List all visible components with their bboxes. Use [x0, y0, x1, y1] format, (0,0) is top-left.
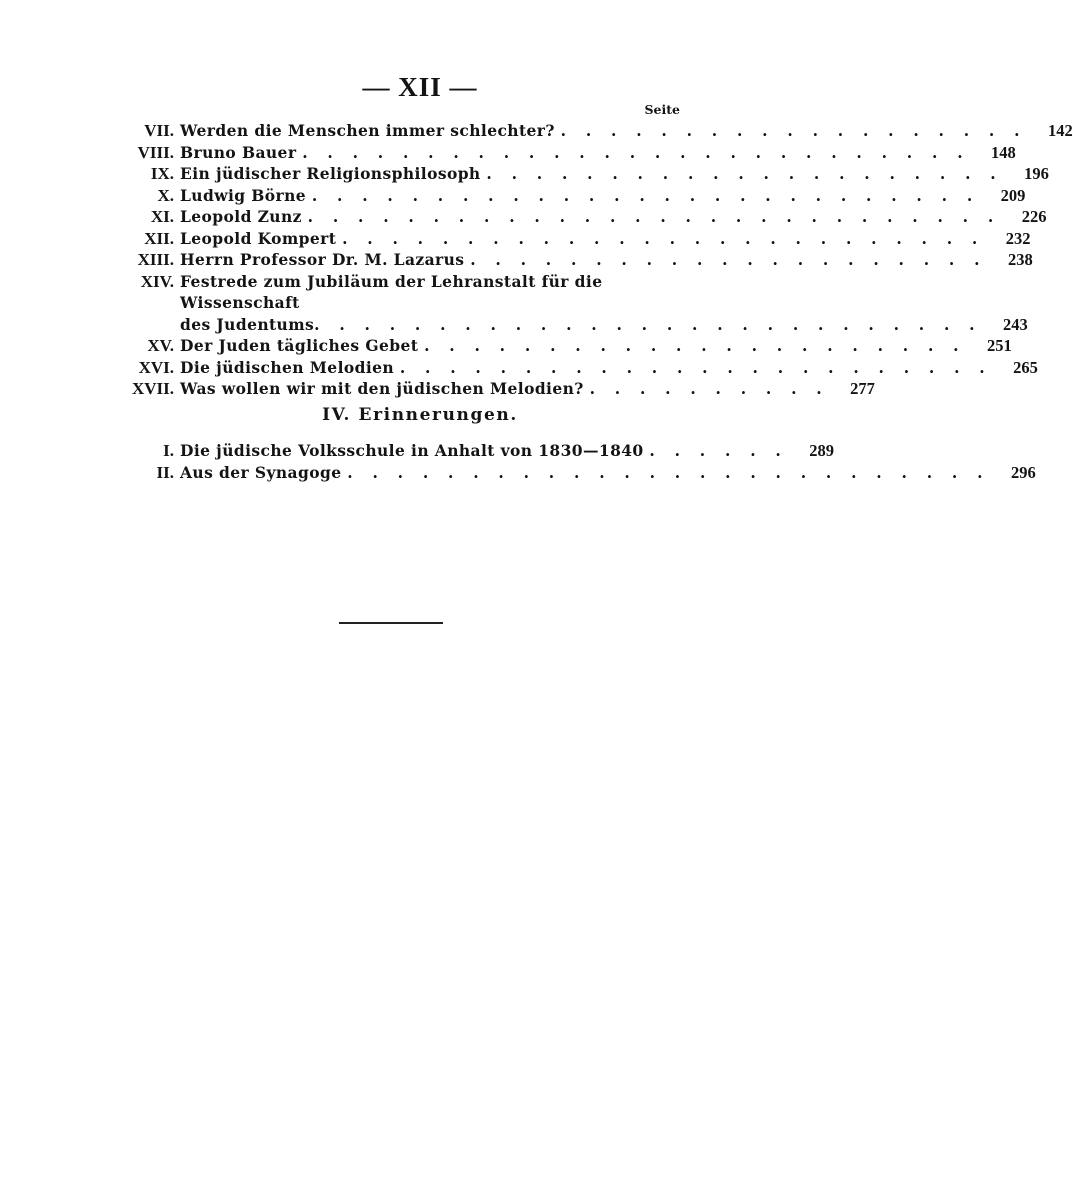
entry-title-line-1: Festrede zum Jubiläum der Lehranstalt für die Wissenschaft	[180, 271, 603, 312]
entry-page: 243	[1003, 314, 1028, 334]
entry-title: Die jüdischen Melodien . . . . . . . . . . . . . . . . . . . . . . . .	[180, 357, 992, 377]
entry-number: XV.	[147, 336, 174, 355]
toc-entry	[122, 206, 1047, 228]
entry-title: Aus der Synagoge . . . . . . . . . . . . . . . . . . . . . . . . . .	[180, 462, 990, 482]
entry-title: Der Juden tägliches Gebet . . . . . . . . . . . . . . . . . . . . . .	[180, 336, 966, 355]
entry-page: 296	[1010, 462, 1036, 482]
entry-number: XI.	[150, 207, 174, 226]
entry-page: 209	[1000, 185, 1026, 205]
entry-title: Die jüdische Volksschule in Anhalt von 1830—1840 . . . . . .	[180, 441, 788, 460]
entry-title: Ludwig Börne . . . . . . . . . . . . . . . . . . . . . . . . . . .	[180, 185, 980, 205]
section-contents	[122, 440, 1036, 483]
page-number-header: — XII —	[362, 72, 478, 102]
toc-entry	[122, 357, 1038, 379]
entry-page: 148	[991, 142, 1016, 162]
entry-page: 196	[1024, 164, 1049, 183]
toc-entry	[122, 185, 1026, 207]
toc-entry	[122, 271, 684, 314]
entry-page: 265	[1013, 357, 1038, 377]
entry-number: XIII.	[137, 250, 174, 269]
page-column-label: Seite	[644, 102, 680, 117]
entry-title: Ein jüdischer Religionsphilosoph . . . . . . . . . . . . . . . . . . . . .	[180, 164, 1003, 183]
section-heading: IV. Erinnerungen.	[322, 405, 518, 425]
entry-page: 238	[1007, 250, 1033, 269]
entry-title: Was wollen wir mit den jüdischen Melodien? . . . . . . . . . .	[180, 379, 829, 398]
toc-entry-continuation	[122, 314, 1028, 336]
toc-entry	[122, 462, 1036, 484]
toc-entry	[122, 142, 1016, 164]
toc-entry	[122, 335, 1012, 357]
entry-number: XVII.	[131, 379, 174, 398]
entry-number: VIII.	[137, 142, 174, 162]
entry-number: VII.	[144, 121, 174, 140]
entry-number: II.	[156, 462, 174, 482]
entry-page: 226	[1021, 207, 1047, 226]
toc-entry	[122, 120, 1073, 142]
toc-entry	[122, 440, 834, 462]
entry-number: XIV.	[140, 271, 174, 291]
entry-number: IX.	[150, 164, 174, 183]
entry-title: Leopold Kompert . . . . . . . . . . . . . . . . . . . . . . . . . .	[180, 228, 985, 248]
toc-entry	[122, 249, 1033, 271]
entry-title: Leopold Zunz . . . . . . . . . . . . . . . . . . . . . . . . . . . .	[180, 207, 1001, 226]
entry-title: Werden die Menschen immer schlechter? . . . . . . . . . . . . . . . . . . .	[180, 121, 1027, 140]
entry-title-line-2: des Judentums. . . . . . . . . . . . . . . . . . . . . . . . . . .	[180, 314, 982, 334]
entry-page: 251	[987, 336, 1012, 355]
entry-title: Herrn Professor Dr. M. Lazarus . . . . . . . . . . . . . . . . . . . . .	[180, 250, 987, 269]
toc-entry	[122, 228, 1031, 250]
toc-entry	[122, 378, 875, 400]
entry-number: XVI.	[138, 357, 174, 377]
entry-page: 232	[1005, 228, 1031, 248]
entry-page: 142	[1047, 121, 1073, 140]
table-of-contents	[122, 100, 1073, 400]
entry-number: X.	[157, 185, 174, 205]
entry-page: 289	[809, 441, 834, 460]
toc-entry	[122, 163, 1049, 185]
entry-number: XII.	[144, 228, 174, 248]
entry-page: 277	[850, 379, 875, 398]
entry-title: Bruno Bauer . . . . . . . . . . . . . . . . . . . . . . . . . . .	[180, 142, 970, 162]
closing-rule	[339, 622, 443, 624]
entry-number: I.	[163, 441, 174, 460]
